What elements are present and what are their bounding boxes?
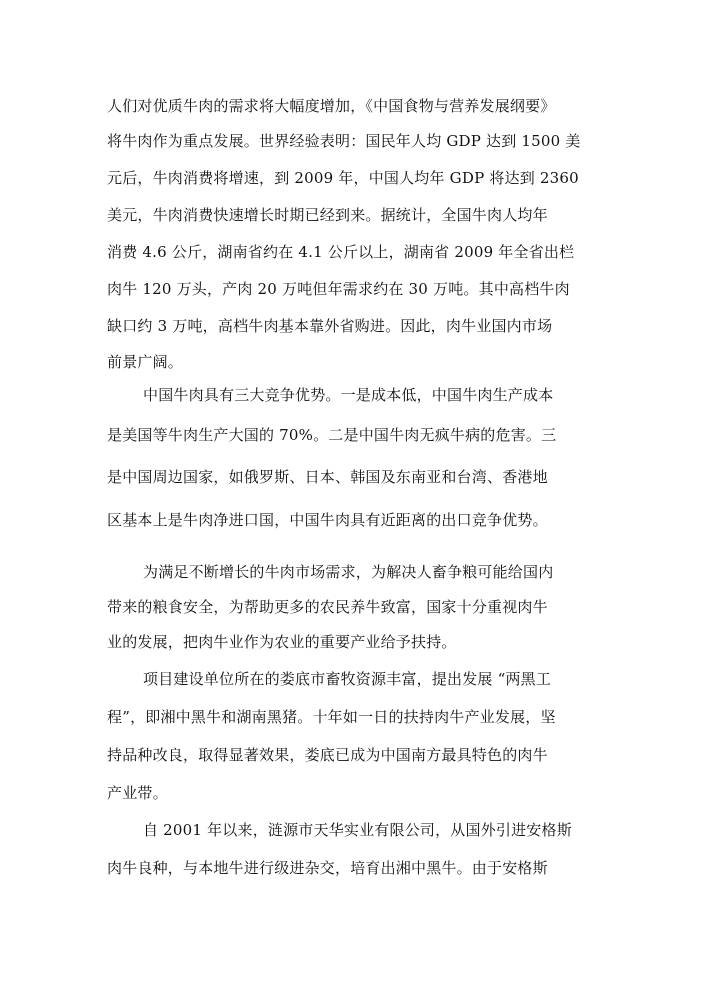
paragraph-line: 美元，牛肉消费快速增长时期已经到来。据统计，全国牛肉人均年: [107, 206, 548, 224]
paragraph-line: 业的发展，把肉牛业作为农业的重要产业给予扶持。: [107, 633, 457, 651]
paragraph-line: 产业带。: [107, 784, 168, 802]
paragraph-line: 是中国周边国家，如俄罗斯、日本、韩国及东南亚和台湾、香港地: [107, 468, 548, 486]
paragraph-line: 前景广阔。: [107, 353, 184, 371]
paragraph-line: 元后，牛肉消费将增速，到 2009 年，中国人均年 GDP 将达到 2360: [107, 169, 579, 187]
paragraph-line: 消费 4.6 公斤，湖南省约在 4.1 公斤以上，湖南省 2009 年全省出栏: [107, 243, 575, 261]
paragraph-line: 将牛肉作为重点发展。世界经验表明：国民年人均 GDP 达到 1500 美: [107, 132, 581, 150]
paragraph-line: 项目建设单位所在的娄底市畜牧资源丰富，提出发展 “两黑工: [143, 670, 552, 688]
paragraph-line: 人们对优质牛肉的需求将大幅度增加，《中国食物与营养发展纲要》: [107, 97, 556, 115]
paragraph-line: 自 2001 年以来，涟源市天华实业有限公司，从国外引进安格斯: [143, 821, 572, 839]
paragraph-line: 带来的粮食安全，为帮助更多的农民养牛致富，国家十分重视肉牛: [107, 598, 548, 616]
paragraph-line: 肉牛 120 万头，产肉 20 万吨但年需求约在 30 万吨。其中高档牛肉: [107, 280, 570, 298]
paragraph-line: 是美国等牛肉生产大国的 70%。二是中国牛肉无疯牛病的危害。三: [107, 426, 557, 444]
paragraph-line: 区基本上是牛肉净进口国，中国牛肉具有近距离的出口竞争优势。: [107, 511, 548, 529]
paragraph-line: 为满足不断增长的牛肉市场需求，为解决人畜争粮可能给国内: [143, 563, 554, 581]
paragraph-line: 中国牛肉具有三大竞争优势。一是成本低，中国牛肉生产成本: [143, 386, 554, 404]
paragraph-line: 肉牛良种，与本地牛进行级进杂交，培育出湘中黑牛。由于安格斯: [107, 859, 548, 877]
paragraph-line: 缺口约 3 万吨，高档牛肉基本靠外省购进。因此，肉牛业国内市场: [107, 317, 553, 335]
paragraph-line: 程”，即湘中黑牛和湖南黑猪。十年如一日的扶持肉牛产业发展，坚: [107, 708, 556, 726]
paragraph-line: 持品种改良，取得显著效果，娄底已成为中国南方最具特色的肉牛: [107, 746, 548, 764]
